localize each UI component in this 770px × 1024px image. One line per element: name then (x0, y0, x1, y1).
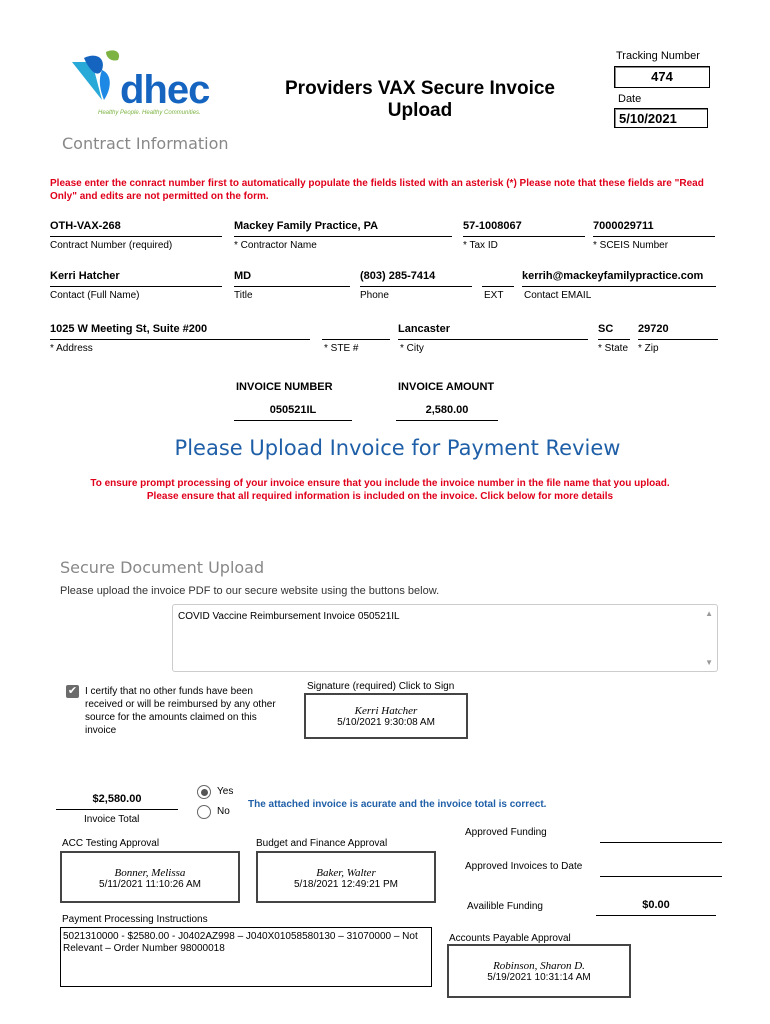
logo-text: dhec (120, 68, 210, 112)
contact-name-field[interactable]: Kerri Hatcher (50, 270, 222, 287)
ap-approval-label: Accounts Payable Approval (449, 933, 571, 944)
signature-timestamp: 5/10/2021 9:30:08 AM (337, 717, 435, 728)
available-funding-label: Availible Funding (467, 901, 543, 912)
logo-tagline: Healthy People. Healthy Communities. (98, 110, 201, 116)
contract-info-heading: Contract Information (62, 134, 229, 153)
payment-instructions-field[interactable] (60, 927, 432, 987)
tracking-number-field[interactable]: 474 (614, 66, 710, 88)
signature-box[interactable] (304, 693, 468, 739)
phone-field[interactable]: (803) 285-7414 (360, 270, 472, 287)
zip-label: * Zip (638, 343, 659, 354)
yes-label: Yes (217, 786, 234, 797)
ste-label: * STE # (324, 343, 359, 354)
state-field[interactable]: SC (598, 323, 630, 340)
upload-heading: Please Upload Invoice for Payment Review (174, 436, 621, 460)
tracking-number-label: Tracking Number (616, 50, 700, 62)
invoice-upload-textarea[interactable] (172, 604, 718, 672)
yes-radio[interactable] (197, 785, 211, 799)
state-label: * State (598, 343, 629, 354)
sceis-number-field[interactable]: 7000029711 (593, 220, 715, 237)
contractor-name-field[interactable]: Mackey Family Practice, PA (234, 220, 452, 237)
phone-label: Phone (360, 290, 389, 301)
no-label: No (217, 806, 230, 817)
secure-upload-heading: Secure Document Upload (60, 558, 265, 577)
invoice-amount-label: INVOICE AMOUNT (398, 381, 495, 393)
ap-approval-box[interactable] (447, 944, 631, 998)
upload-textarea-value: COVID Vaccine Reimbursement Invoice 050521IL (178, 611, 400, 622)
certify-checkbox[interactable]: ✔ (67, 685, 78, 697)
email-label: Contact EMAIL (524, 290, 592, 301)
contractor-name-label: * Contractor Name (234, 240, 317, 251)
available-funding-field[interactable]: $0.00 (596, 899, 716, 916)
signature-name: Kerri Hatcher (354, 705, 418, 717)
title-field[interactable]: MD (234, 270, 350, 287)
invoice-total-field[interactable]: $2,580.00 (56, 793, 178, 810)
signature-label: Signature (required) Click to Sign (307, 681, 455, 692)
email-field[interactable]: kerrih@mackeyfamilypractice.com (522, 270, 716, 287)
acc-approval-name: Bonner, Melissa (114, 867, 186, 879)
ap-approval-name: Robinson, Sharon D. (493, 960, 585, 972)
page-title: Providers VAX Secure Invoice Upload (285, 78, 555, 121)
approved-funding-label: Approved Funding (465, 827, 547, 838)
yes-radio-dot (201, 789, 208, 796)
ext-label: EXT (484, 290, 504, 301)
scroll-down-icon[interactable]: ▼ (705, 658, 713, 667)
invoice-number-field[interactable]: 050521IL (234, 404, 352, 421)
invoice-number-label: INVOICE NUMBER (236, 381, 333, 393)
address-label: * Address (50, 343, 93, 354)
city-field[interactable]: Lancaster (398, 323, 588, 340)
title-label: Title (234, 290, 253, 301)
contract-number-label: Contract Number (required) (50, 240, 173, 251)
budget-approval-timestamp: 5/18/2021 12:49:21 PM (294, 879, 398, 890)
invoice-total-label: Invoice Total (84, 814, 140, 825)
budget-approval-box[interactable] (256, 851, 436, 903)
approved-invoices-label: Approved Invoices to Date (465, 861, 583, 872)
ap-approval-timestamp: 5/19/2021 10:31:14 AM (487, 972, 591, 983)
budget-approval-label: Budget and Finance Approval (256, 838, 388, 849)
tax-id-label: * Tax ID (463, 240, 498, 251)
date-label: Date (618, 93, 642, 105)
upload-notice-1: To ensure prompt processing of your invoice ensure that you include the invoice number in the file name that you upload. (90, 478, 670, 489)
city-label: * City (400, 343, 424, 354)
acc-approval-timestamp: 5/11/2021 11:10:26 AM (99, 879, 201, 890)
payment-instructions-value: 5021310000 - $2580.00 - J0402AZ998 – J040X01058580130 – 31070000 – Not Relevant – Order Number 98000018 (63, 931, 418, 954)
contract-notice: Please enter the conract number first to automatically populate the fields listed with an asterisk (*) Please note that these fields are "Read Only" and edits are not permitted on the form. (50, 178, 704, 202)
approved-funding-field[interactable] (600, 826, 722, 843)
ext-field[interactable] (482, 270, 514, 287)
dhec-logo (62, 48, 224, 120)
confirm-statement: The attached invoice is acurate and the invoice total is correct. (248, 799, 547, 810)
invoice-amount-field[interactable]: 2,580.00 (396, 404, 498, 421)
zip-field[interactable]: 29720 (638, 323, 718, 340)
certify-text: I certify that no other funds have been received or will be reimbursed by any other source for the amounts claimed on this invoice (85, 686, 276, 736)
address-field[interactable]: 1025 W Meeting St, Suite #200 (50, 323, 310, 340)
no-radio[interactable] (197, 805, 211, 819)
scroll-up-icon[interactable]: ▲ (705, 609, 713, 618)
approved-invoices-field[interactable] (600, 860, 722, 877)
date-field[interactable]: 5/10/2021 (614, 108, 708, 128)
payment-instructions-label: Payment Processing Instructions (62, 914, 208, 925)
sceis-number-label: * SCEIS Number (593, 240, 669, 251)
ste-field[interactable] (322, 323, 390, 340)
contract-number-field[interactable]: OTH-VAX-268 (50, 220, 222, 237)
secure-upload-instructions: Please upload the invoice PDF to our secure website using the buttons below. (60, 585, 440, 597)
tax-id-field[interactable]: 57-1008067 (463, 220, 585, 237)
upload-notice-2: Please ensure that all required information is included on the invoice. Click below for more details (146, 491, 614, 502)
acc-approval-label: ACC Testing Approval (62, 838, 160, 849)
budget-approval-name: Baker, Walter (316, 867, 376, 879)
contact-name-label: Contact (Full Name) (50, 290, 140, 301)
acc-approval-box[interactable] (60, 851, 240, 903)
